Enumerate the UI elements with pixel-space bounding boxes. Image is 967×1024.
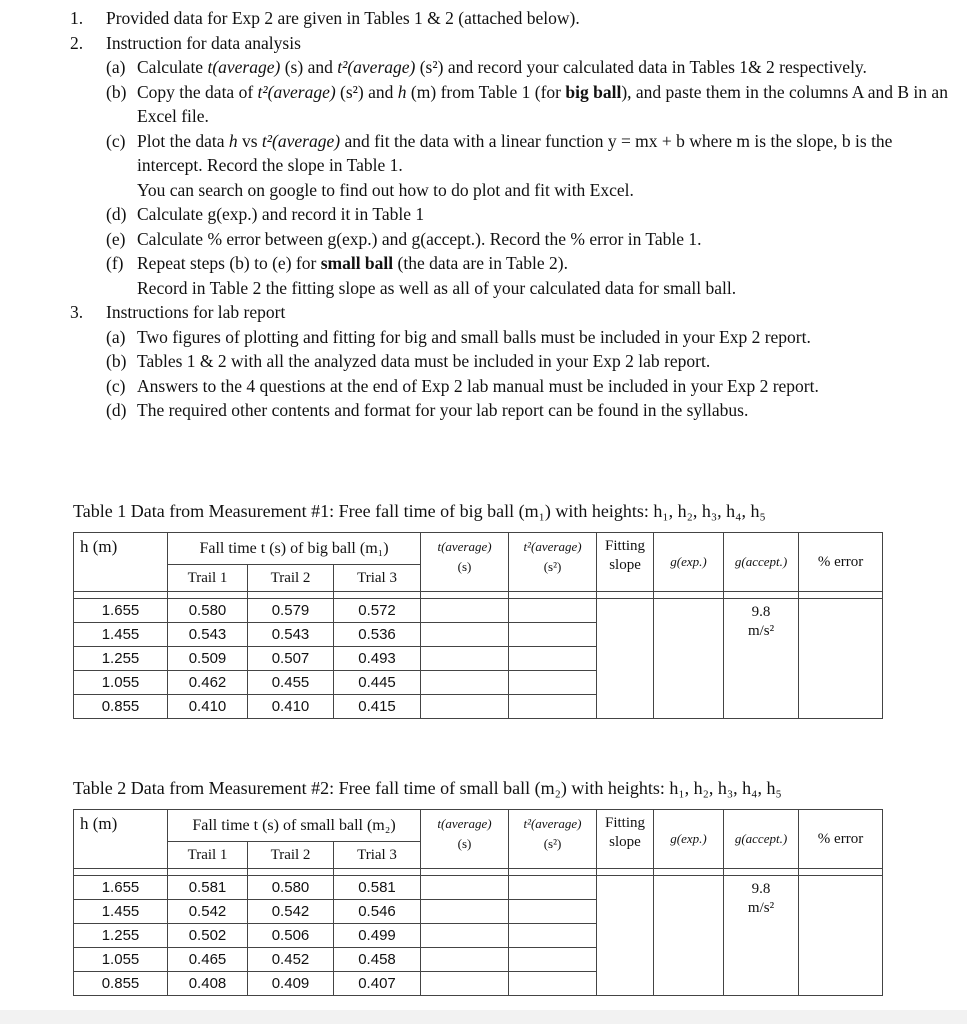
cell-t-average — [421, 623, 509, 647]
instruction-item-1 — [70, 6, 960, 31]
cell-h: 1.655 — [74, 876, 168, 900]
g-accept-value: 9.8 — [751, 881, 771, 897]
g-accept-unit: m/s² — [747, 900, 775, 916]
cell-trial-3: 0.499 — [334, 924, 421, 948]
marker-d: (d) — [106, 204, 127, 224]
marker-a: (a) — [106, 57, 126, 77]
cell-h: 1.655 — [74, 599, 168, 623]
marker-1: 1. — [70, 8, 84, 28]
cell-trial-2: 0.507 — [248, 647, 334, 671]
t2-average: t²(average) — [337, 57, 416, 77]
table2 — [73, 809, 883, 996]
col-gacc-header: g(accept.) — [724, 810, 799, 869]
table-row — [74, 599, 883, 623]
step-c: (c) Plot the data h vs t²(average) and fit the data with a linear function y = mx + b where m is the slope, b is the intercept. Record the slope in Table 1. You can search on google to find out how to do plot and fit with Excel. — [137, 129, 960, 203]
cell-trial-2: 0.542 — [248, 900, 334, 924]
report-a: (a) Two figures of plotting and fitting for big and small balls must be included in your Exp 2 report. — [106, 326, 811, 347]
cell-trial-2: 0.410 — [248, 695, 334, 719]
cell-trial-2: 0.580 — [248, 876, 334, 900]
cell-h: 1.455 — [74, 623, 168, 647]
marker-c: (c) — [106, 130, 126, 151]
step-d: (d) Calculate g(exp.) and record it in Table 1 — [137, 202, 960, 227]
cell-h: 0.855 — [74, 972, 168, 996]
cell-t2-average — [509, 900, 597, 924]
cell-trial-3: 0.445 — [334, 671, 421, 695]
small-ball-emphasis: small ball — [320, 253, 394, 273]
cell-trial-3: 0.572 — [334, 599, 421, 623]
cell-t2-average — [509, 695, 597, 719]
report-b: (b) Tables 1 & 2 with all the analyzed data must be included in your Exp 2 lab report. — [106, 351, 711, 371]
bottom-strip — [0, 1010, 967, 1024]
cell-g-accept — [724, 876, 799, 996]
table2-title: Table 2 Data from Measurement #2: Free fall time of small ball (m₂) with heights: h₁, h₂, h₃, h₄, h₅ — [73, 778, 782, 798]
cell-t2-average — [509, 647, 597, 671]
step-b: (b) Copy the data of t²(average) (s²) and h (m) from Table 1 (for big ball), and paste them in the columns A and B in an Excel file. — [106, 81, 948, 126]
t-average: t(average) — [207, 57, 281, 77]
report-steps — [106, 325, 960, 423]
cell-t-average — [421, 671, 509, 695]
big-ball-emphasis: big ball — [565, 81, 622, 102]
cell-trial-3: 0.493 — [334, 647, 421, 671]
cell-t-average — [421, 924, 509, 948]
col-fit-header: Fitting slope — [597, 533, 654, 592]
col-tavg-header: t(average) (s) — [421, 533, 509, 592]
cell-fitting-slope — [597, 876, 654, 996]
col-gacc-header: g(accept.) — [724, 533, 799, 592]
marker-3: 3. — [70, 302, 84, 322]
cell-t2-average — [509, 948, 597, 972]
instruction-list — [70, 6, 960, 423]
col-err-header: % error — [799, 810, 883, 869]
col-t2avg-header: t²(average) (s²) — [509, 810, 597, 869]
analysis-steps — [106, 55, 960, 300]
cell-trial-1: 0.580 — [168, 599, 248, 623]
step-f: (f) Repeat steps (b) to (e) for small ball (the data are in Table 2). Record in Table 2 the fitting slope as well as all of your calculated data for small ball. — [106, 253, 737, 298]
cell-trial-2: 0.506 — [248, 924, 334, 948]
cell-t2-average — [509, 924, 597, 948]
cell-t2-average — [509, 876, 597, 900]
cell-fitting-slope — [597, 599, 654, 719]
col-err-header: % error — [799, 533, 883, 592]
cell-t2-average — [509, 972, 597, 996]
table1 — [73, 532, 883, 719]
instruction-item-2 — [70, 31, 960, 301]
cell-trial-1: 0.410 — [168, 695, 248, 719]
col-t2avg-header: t²(average) (s²) — [509, 533, 597, 592]
cell-trial-3: 0.415 — [334, 695, 421, 719]
trial-1-header: Trail 1 — [168, 842, 248, 869]
cell-percent-error — [799, 599, 883, 719]
marker-e: (e) — [106, 228, 126, 249]
cell-trial-3: 0.407 — [334, 972, 421, 996]
cell-trial-3: 0.581 — [334, 876, 421, 900]
cell-trial-1: 0.408 — [168, 972, 248, 996]
cell-trial-1: 0.509 — [168, 647, 248, 671]
trial-3-header: Trial 3 — [334, 842, 421, 869]
marker-f: (f) — [106, 253, 124, 273]
instruction-item-3 — [70, 300, 960, 423]
item3-title: Instructions for lab report — [106, 302, 286, 322]
cell-h: 1.455 — [74, 900, 168, 924]
cell-t-average — [421, 876, 509, 900]
col-fall-header: Fall time t (s) of big ball (m₁) — [168, 533, 421, 565]
trial-3-header: Trial 3 — [334, 565, 421, 592]
trial-2-header: Trail 2 — [248, 565, 334, 592]
cell-trial-3: 0.546 — [334, 900, 421, 924]
marker-b: (b) — [106, 81, 127, 102]
cell-g-accept — [724, 599, 799, 719]
cell-t-average — [421, 695, 509, 719]
instructions — [70, 6, 960, 423]
col-gexp-header: g(exp.) — [654, 533, 724, 592]
step-a: (a) Calculate t(average) (s) and t²(average) (s²) and record your calculated data in Tables 1& 2 respectively. — [137, 55, 960, 80]
cell-t-average — [421, 647, 509, 671]
cell-percent-error — [799, 876, 883, 996]
table-row — [74, 876, 883, 900]
cell-g-exp — [654, 876, 724, 996]
cell-trial-1: 0.462 — [168, 671, 248, 695]
cell-t-average — [421, 948, 509, 972]
g-accept-unit: m/s² — [747, 623, 775, 639]
cell-h: 0.855 — [74, 695, 168, 719]
cell-h: 1.055 — [74, 671, 168, 695]
col-fit-header: Fitting slope — [597, 810, 654, 869]
marker-2: 2. — [70, 32, 84, 53]
cell-trial-1: 0.465 — [168, 948, 248, 972]
cell-trial-2: 0.452 — [248, 948, 334, 972]
item1-text: Provided data for Exp 2 are given in Tables 1 & 2 (attached below). — [106, 8, 580, 28]
cell-t2-average — [509, 671, 597, 695]
item2-title: Instruction for data analysis — [106, 32, 301, 53]
cell-trial-3: 0.536 — [334, 623, 421, 647]
g-accept-value: 9.8 — [751, 604, 771, 620]
cell-trial-1: 0.581 — [168, 876, 248, 900]
cell-trial-3: 0.458 — [334, 948, 421, 972]
col-fall-header: Fall time t (s) of small ball (m₂) — [168, 810, 421, 842]
cell-t2-average — [509, 599, 597, 623]
cell-t-average — [421, 900, 509, 924]
col-gexp-header: g(exp.) — [654, 810, 724, 869]
cell-trial-2: 0.543 — [248, 623, 334, 647]
cell-h: 1.255 — [74, 647, 168, 671]
step-c-note: You can search on google to find out how to do plot and fit with Excel. — [137, 179, 634, 200]
cell-g-exp — [654, 599, 724, 719]
trial-2-header: Trail 2 — [248, 842, 334, 869]
trial-1-header: Trail 1 — [168, 565, 248, 592]
cell-trial-1: 0.502 — [168, 924, 248, 948]
cell-trial-2: 0.409 — [248, 972, 334, 996]
col-tavg-header: t(average) (s) — [421, 810, 509, 869]
cell-h: 1.255 — [74, 924, 168, 948]
cell-trial-1: 0.542 — [168, 900, 248, 924]
step-e: (e) Calculate % error between g(exp.) and g(accept.). Record the % error in Table 1. — [137, 227, 960, 252]
col-h-header: h (m) — [74, 810, 168, 869]
cell-trial-2: 0.455 — [248, 671, 334, 695]
report-d: (d) The required other contents and format for your lab report can be found in the syllabus. — [106, 400, 749, 420]
cell-trial-2: 0.579 — [248, 599, 334, 623]
col-h-header: h (m) — [74, 533, 168, 592]
cell-t-average — [421, 599, 509, 623]
cell-h: 1.055 — [74, 948, 168, 972]
cell-t2-average — [509, 623, 597, 647]
report-c: (c) Answers to the 4 questions at the end of Exp 2 lab manual must be included in your Exp 2 report. — [106, 375, 819, 396]
cell-t-average — [421, 972, 509, 996]
table1-title: Table 1 Data from Measurement #1: Free fall time of big ball (m₁) with heights: h₁, h₂, h₃, h₄, h₅ — [73, 501, 766, 521]
cell-trial-1: 0.543 — [168, 623, 248, 647]
